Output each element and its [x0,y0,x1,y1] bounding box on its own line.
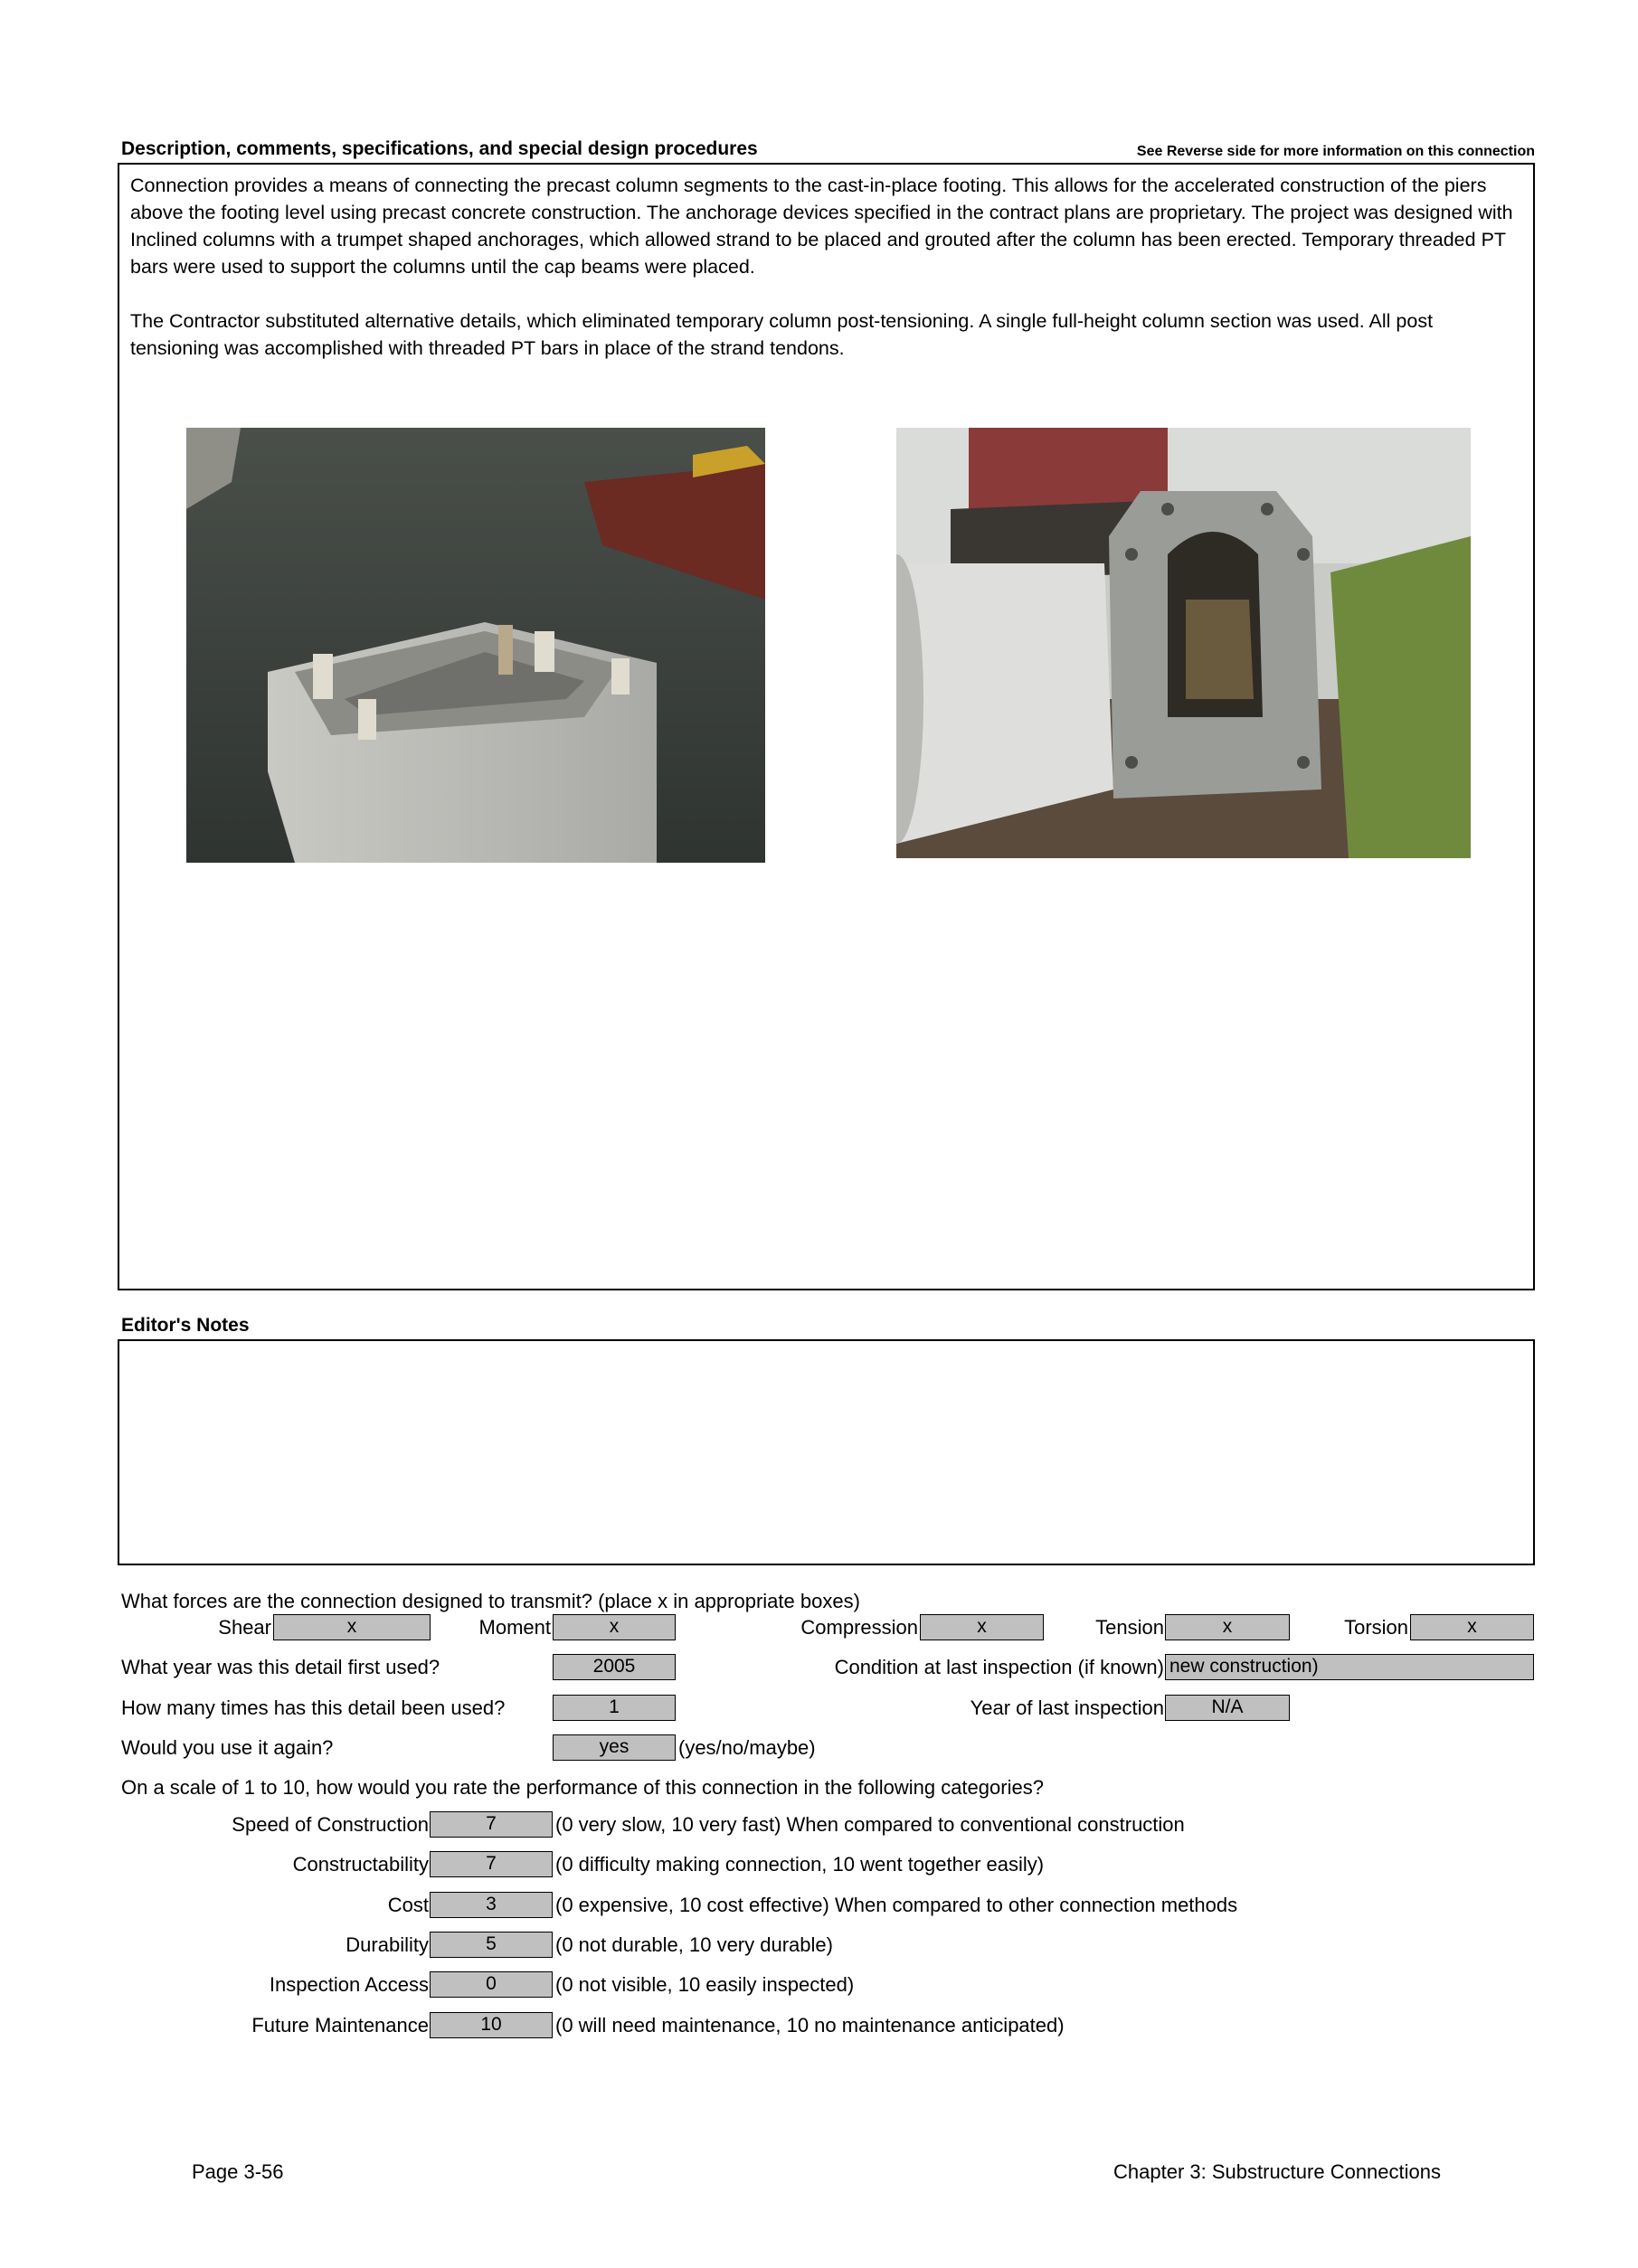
moment-field[interactable]: x [553,1614,676,1640]
rating-scale-future-maintenance: (0 will need maintenance, 10 no maintenance anticipated) [555,2014,1065,2036]
forces-question: What forces are the connection designed to transmit? (place x in appropriate boxes) [121,1590,860,1612]
rating-scale-cost: (0 expensive, 10 cost effective) When compared to other connection methods [555,1894,1238,1916]
rating-label-speed: Speed of Construction [232,1813,429,1836]
precast-column-segments-photo-image [896,428,1471,858]
torsion-field[interactable]: x [1410,1614,1534,1640]
rating-label-durability: Durability [346,1933,429,1956]
editors-notes-text [119,1341,1533,1359]
rating-field-speed[interactable]: 7 [430,1811,553,1838]
editors-notes-heading: Editor's Notes [121,1315,250,1336]
shear-label: Shear [218,1616,271,1639]
rating-field-future-maintenance[interactable]: 10 [430,2012,553,2038]
year-last-inspection-label: Year of last inspection [970,1696,1164,1719]
use-again-options: (yes/no/maybe) [678,1736,816,1759]
column-footing-photo-image [186,428,765,863]
description-heading: Description, comments, specifications, and special design procedures [121,138,758,159]
description-paragraph-1: Connection provides a means of connecting the precast column segments to the cast-in-place footing. This allows for the accelerated construction of the piers above the footing level using precast concrete construction. The anchorage devices specified in the contract plans are proprietary. The project was designed with Inclined columns with a trumpet shaped anchorages, which allowed strand to be placed and grouted after the column has been erected. Temporary threaded PT bars were used to support the columns until the cap beams were placed. [130,175,1513,278]
rating-label-future-maintenance: Future Maintenance [251,2014,429,2036]
rating-scale-speed: (0 very slow, 10 very fast) When compared to conventional construction [555,1813,1185,1836]
rating-label-cost: Cost [387,1894,429,1916]
moment-label: Moment [478,1616,551,1639]
chapter-title: Chapter 3: Substructure Connections [1113,2160,1441,2183]
shear-field[interactable]: x [273,1614,431,1640]
description-paragraph-2: The Contractor substituted alternative details, which eliminated temporary column post-tensioning. A single full-height column section was used. All post tensioning was accomplished with threaded PT bars in place of the strand tendons. [130,310,1434,359]
rating-scale-inspection-access: (0 not visible, 10 easily inspected) [555,1973,855,1996]
rating-field-inspection-access[interactable]: 0 [430,1971,553,1998]
year-last-inspection-field[interactable]: N/A [1165,1695,1290,1721]
page-number: Page 3-56 [192,2160,284,2183]
torsion-label: Torsion [1344,1616,1408,1639]
use-again-field[interactable]: yes [553,1734,676,1761]
tension-label: Tension [1095,1616,1164,1639]
use-again-label: Would you use it again? [121,1736,334,1759]
year-first-used-label: What year was this detail first used? [121,1656,440,1678]
tension-field[interactable]: x [1165,1614,1290,1640]
ratings-question: On a scale of 1 to 10, how would you rate the performance of this connection in the following categories? [121,1776,1044,1799]
rating-field-durability[interactable]: 5 [430,1932,553,1958]
rating-field-constructability[interactable]: 7 [430,1851,553,1877]
editors-notes-box [118,1339,1535,1565]
rating-label-constructability: Constructability [292,1853,429,1876]
reverse-side-note: See Reverse side for more information on this connection [1136,144,1535,159]
rating-scale-constructability: (0 difficulty making connection, 10 went together easily) [555,1853,1045,1876]
precast-column-segments-photo [896,428,1471,858]
condition-label: Condition at last inspection (if known) [834,1656,1164,1678]
year-first-used-field[interactable]: 2005 [553,1654,676,1680]
condition-field[interactable]: new construction) [1165,1654,1534,1680]
times-used-label: How many times has this detail been used? [121,1696,506,1719]
rating-field-cost[interactable]: 3 [430,1892,553,1918]
compression-label: Compression [800,1616,918,1639]
times-used-field[interactable]: 1 [553,1695,676,1721]
rating-label-inspection-access: Inspection Access [269,1973,429,1996]
compression-field[interactable]: x [920,1614,1044,1640]
column-footing-photo [186,428,765,863]
rating-scale-durability: (0 not durable, 10 very durable) [555,1933,833,1956]
